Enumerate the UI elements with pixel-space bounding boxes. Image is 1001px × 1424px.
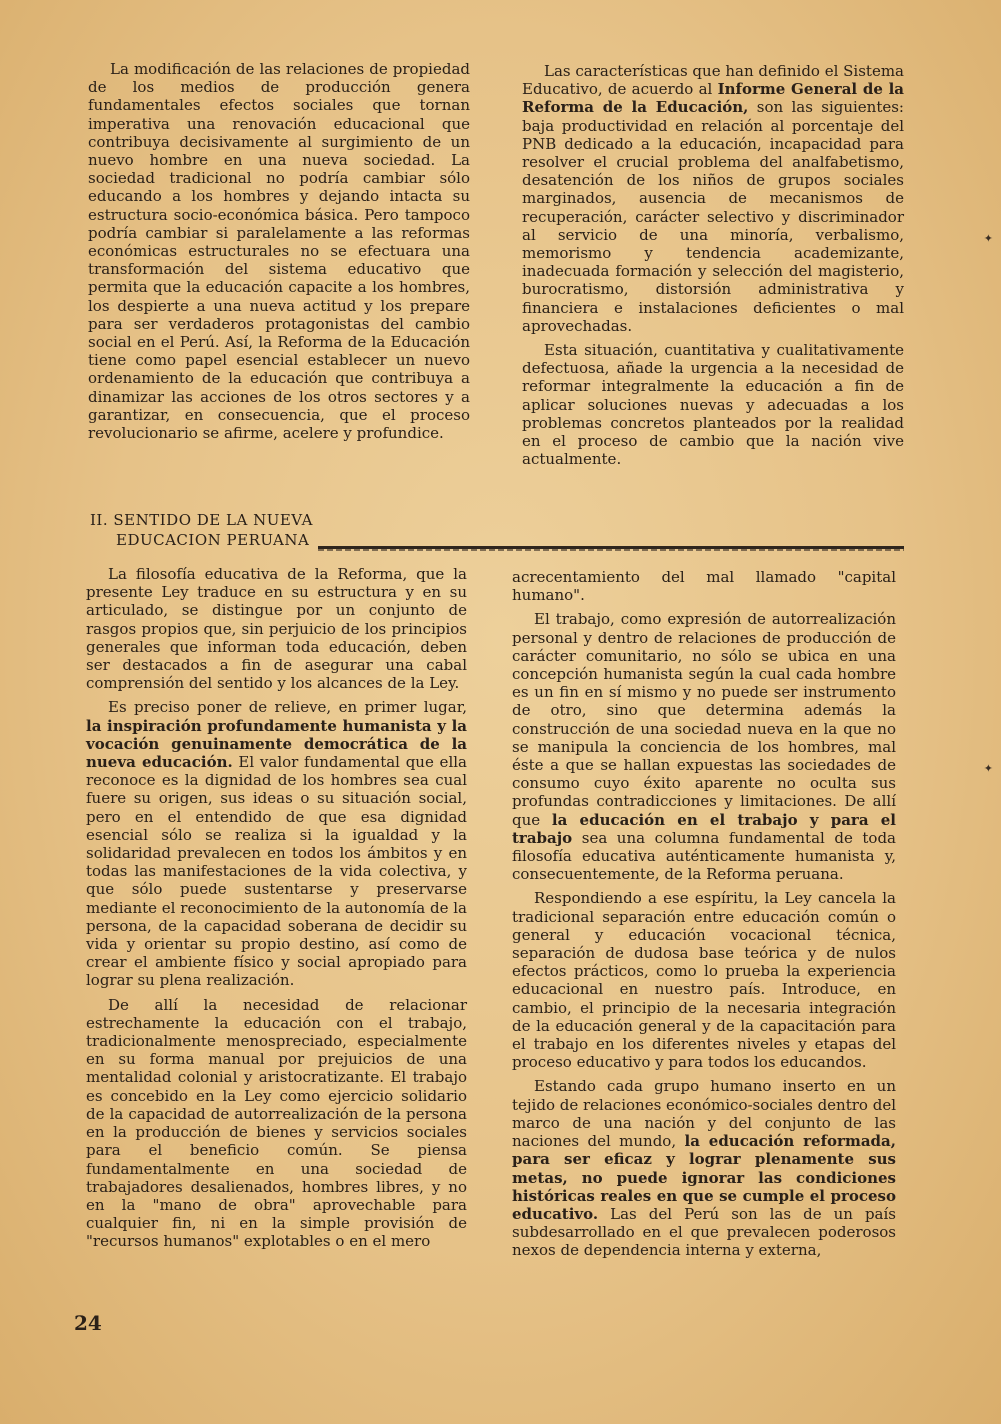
text-run: sea una columna fundamental de toda filosofía educativa auténticamente humanista y, consecuentemente, de la Reforma peruana. [512,828,896,884]
text-run: Es preciso poner de relieve, en primer lugar, [108,698,467,717]
bold-text-run: la educación reformada, para ser eficaz y lograr plenamente sus metas, no puede ignorar las condiciones históricas reales en que se cumple el proceso educativo. [512,1132,896,1223]
section-heading-line-2: EDUCACION PERUANA [116,531,310,549]
section-heading-line-1: II. SENTIDO DE LA NUEVA [90,511,313,529]
text-column-1 [88,60,470,448]
page-number: 24 [74,1311,102,1335]
text-run: son las siguientes: baja productividad en relación al porcentaje del PNB dedicado a la educación, incapacidad para resolver el crucial problema del analfabetismo, desatención de los niños de grupos sociales marginados, ausencia de mecanismos de recuperación, carácter selectivo y discriminador al servicio de una minoría, verbalismo, memorismo y tendencia academizante, inadecuada formación y selección del magisterio, burocratismo, distorsión administrativa y financiera e instalaciones deficientes o mal aprovechadas. [522,98,904,335]
paragraph [512,1077,896,1259]
paragraph: La modificación de las relaciones de propiedad de los medios de producción genera fundamentales efectos sociales que tornan imperativa una renovación educacional que contribuya decisivamente al surgimiento de un nuevo hombre en una nueva sociedad. La sociedad tradicional no podría cambiar sólo educando a los hombres y dejando intacta su estructura socio-económica básica. Pero tampoco podría cambiar si paralelamente a las reformas económicas estructurales no se efectuara una transformación del sistema educativo que permita que la educación capacite a los hombres, los despierte a una nueva actitud y los prepare para ser verdaderos protagonistas del cambio social en el Perú. Así, la Reforma de la Educación tiene como papel esencial establecer un nuevo ordenamiento de la educación que contribuya a dinamizar las acciones de los otros sectores y a garantizar, en consecuencia, que el proceso revolucionario se afirme, acelere y profundice. [88,60,470,443]
margin-mark-icon: ✦ [983,762,993,775]
paragraph: De allí la necesidad de relacionar estrechamente la educación con el trabajo, tradicionalmente menospreciado, especialmente en su forma manual por prejuicios de una mentalidad colonial y aristocratizante. El trabajo es concebido en la Ley como ejercicio solidario de la capacidad de autorrealización de la persona en la producción de bienes y servicios sociales para el beneficio común. Se piensa fundamentalmente en una sociedad de trabajadores desalienados, hombres libres, y no en la "mano de obra" aprovechable para cualquier fin, ni en la simple provisión de "recursos humanos" explotables o en el mero [86,995,467,1251]
text-run: El valor fundamental que ella reconoce es la dignidad de los hombres sea cual fuere su origen, sus ideas o su situación social, pero en el entendido de que esa dignidad esencial sólo se realiza si la igualdad y la solidaridad prevalecen en todos los ámbitos y en todas las manifestaciones de la vida colectiva, y que sólo puede sustentarse y preservarse mediante el reconocimiento de la autonomía de la persona, de la capacidad soberana de decidir su vida y orientar su propio destino, así como de crear el ambiente físico y social apropiado para lograr su plena realización. [86,753,467,990]
paragraph: La filosofía educativa de la Reforma, que la presente Ley traduce en su estructura y en su articulado, se distingue por un conjunto de rasgos propios que, sin perjuicio de los principios generales que informan toda educación, deben ser destacados a fin de asegurar una cabal comprensión del sentido y los alcances de la Ley. [86,565,467,693]
paragraph [86,698,467,989]
section-divider-rule [318,546,904,549]
bold-text-run: la educación en el trabajo y para el trabajo [512,810,896,847]
paragraph [522,62,904,335]
bold-text-run: la inspiración profundamente humanista y la vocación genuinamente democrática de la nueva educación. [86,716,467,772]
text-column-3 [86,565,467,1257]
text-run: Las del Perú son las de un país subdesarrollado en el que prevalecen poderosos nexos de dependencia interna y externa, [512,1204,896,1260]
text-column-4 [512,568,896,1266]
paragraph: acrecentamiento del mal llamado "capital humano". [512,568,896,605]
text-run: Las características que han definido el Sistema Educativo, de acuerdo al [522,62,904,99]
bold-text-run: Informe General de la Reforma de la Educación, [522,80,904,117]
paragraph [512,610,896,883]
paragraph: Esta situación, cuantitativa y cualitativamente defectuosa, añade la urgencia a la necesidad de reformar integralmente la educación a fin de aplicar soluciones nuevas y adecuadas a los problemas concretos planteados por la realidad en el proceso de cambio que la nación vive actualmente. [522,341,904,469]
text-column-2 [522,62,904,474]
section-heading [90,510,910,550]
text-run: El trabajo, como expresión de autorrealización personal y dentro de relaciones de producción de carácter comunitario, no sólo se ubica en una concepción humanista según la cual cada hombre es un fin en sí mismo y no puede ser instrumento de otro, sino que determina además la construcción de una sociedad nueva en la que no se manipula la conciencia de los hombres, mal éste a que se hallan expuestas las sociedades de consumo cuyo éxito aparente no oculta sus profundas contradicciones y limitaciones. De allí que [512,610,896,829]
margin-mark-icon: ✦ [983,232,993,245]
paragraph: Respondiendo a ese espíritu, la Ley cancela la tradicional separación entre educación común o general y educación vocacional técnica, separación de dudosa base teórica y de nulos efectos prácticos, como lo prueba la experiencia educacional en nuestro país. Introduce, en cambio, el principio de la necesaria integración de la educación general y de la capacitación para el trabajo en los diferentes niveles y etapas del proceso educativo y para todos los educandos. [512,889,896,1072]
text-run: Estando cada grupo humano inserto en un tejido de relaciones económico-sociales dentro del marco de una nación y del conjunto de las naciones del mundo, [512,1077,896,1151]
